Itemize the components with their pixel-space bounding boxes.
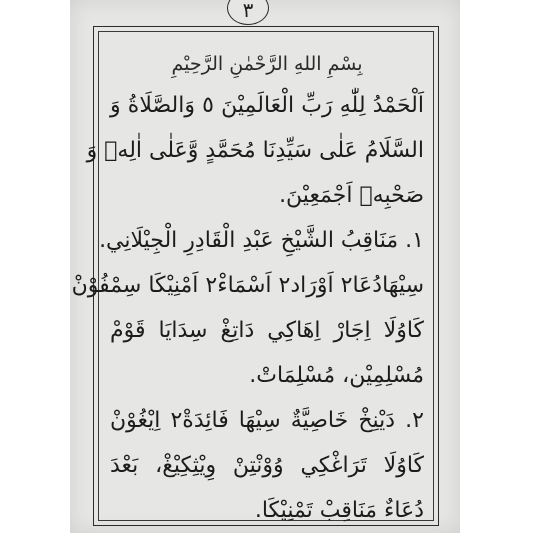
text-line-6: كَاوُلَا اِجَارْ اِهَاكِي دَاتِغْ سِدَايَا قَوْمْ xyxy=(110,318,424,343)
text-line-4: ١. مَنَاقِبُ الشَّيْخِ عَبْدِ الْقَادِرِ الْجِيْلَانِي. xyxy=(99,228,424,253)
text-line-3: صَحْبِهٖ اَجْمَعِيْنَ. xyxy=(279,183,424,208)
basmala-heading: بِسْمِ اللهِ الرَّحْمٰنِ الرَّحِيْمِ xyxy=(171,53,363,75)
text-line-10: دُعَاءٌ مَنَاقِبْ تَمْنِيْكَا. xyxy=(254,498,424,523)
text-line-2: السَّلَامُ عَلٰى سَيِّدِنَا مُحَمَّدٍ وَّعَلٰى اٰلِهٖ وَ xyxy=(86,138,424,163)
text-line-8: ٢. دَيْنِخْ خَاصِيَّةٌ سِيْهَا فَائِدَةْ٢ اِيْغُوْنْ xyxy=(110,408,424,433)
text-line-5: سِيْهَادُعَا٢ اَوْرَاد٢ اَسْمَاءْ٢ اَمْنِيْكَا سِمْفُوْنْ xyxy=(71,273,424,298)
text-line-9: كَاوُلَا تَرَاغْكِي وُوْنْتِنْ وِيْثِكِيْغْ، بَعْدَ xyxy=(110,453,424,478)
text-line-1: اَلْحَمْدُ لِلّٰهِ رَبِّ الْعَالَمِيْنَ ٥ وَالصَّلَاةُ وَ xyxy=(110,93,424,118)
text-line-7: مُسْلِمِيْن، مُسْلِمَاتْ. xyxy=(249,363,424,388)
page-number: ٣ xyxy=(227,0,269,25)
